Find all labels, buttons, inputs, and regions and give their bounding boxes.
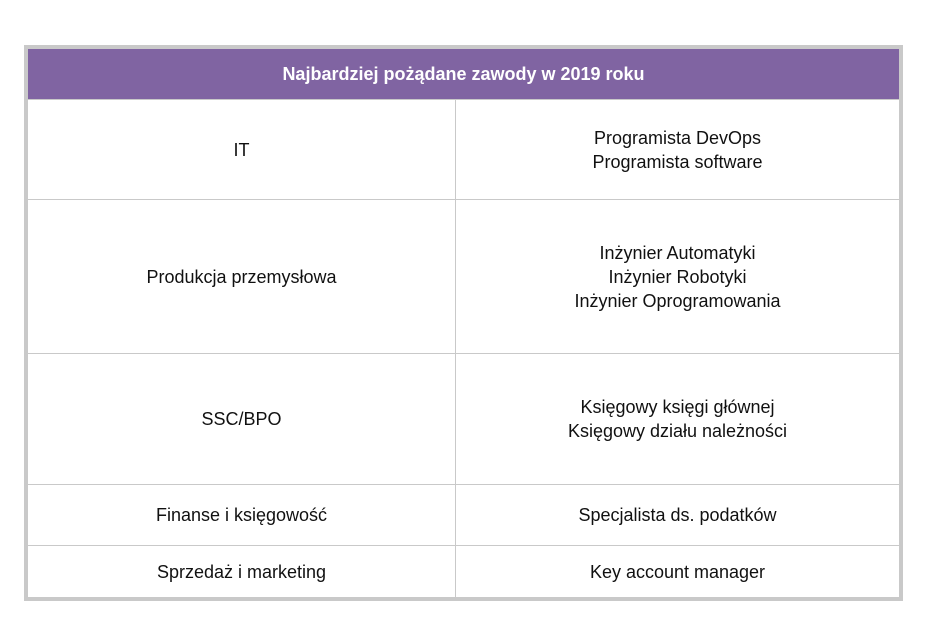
category-label: IT [233, 139, 250, 160]
professions-cell [456, 354, 899, 484]
category-label: Sprzedaż i marketing [156, 561, 327, 582]
category-cell [28, 354, 456, 484]
category-cell [28, 485, 456, 545]
profession-item: Inżynier Automatyki [599, 242, 756, 263]
professions-cell [456, 546, 899, 597]
table-row [28, 199, 899, 353]
profession-item: Programista software [592, 151, 763, 172]
table-row [28, 545, 899, 597]
profession-item: Księgowy księgi głównej [580, 397, 775, 417]
profession-item: Programista DevOps [593, 127, 762, 148]
professions-cell [456, 200, 899, 353]
category-cell [28, 200, 456, 353]
profession-item: Inżynier Robotyki [608, 266, 747, 287]
table-row [28, 353, 899, 484]
category-label: Finanse i księgowość [155, 505, 328, 525]
profession-item: Specjalista ds. podatków [578, 505, 777, 525]
category-label: SSC/BPO [201, 409, 282, 429]
professions-table [24, 45, 903, 601]
professions-cell [456, 485, 899, 545]
professions-cell [456, 100, 899, 199]
profession-item: Księgowy działu należności [567, 421, 788, 441]
table-row [28, 99, 899, 199]
profession-item: Inżynier Oprogramowania [574, 290, 781, 311]
category-label: Produkcja przemysłowa [146, 266, 337, 287]
category-cell [28, 546, 456, 597]
category-cell [28, 100, 456, 199]
table-title: Najbardziej pożądane zawody w 2019 roku [28, 49, 899, 99]
profession-item: Key account manager [589, 561, 766, 582]
table-row [28, 484, 899, 545]
